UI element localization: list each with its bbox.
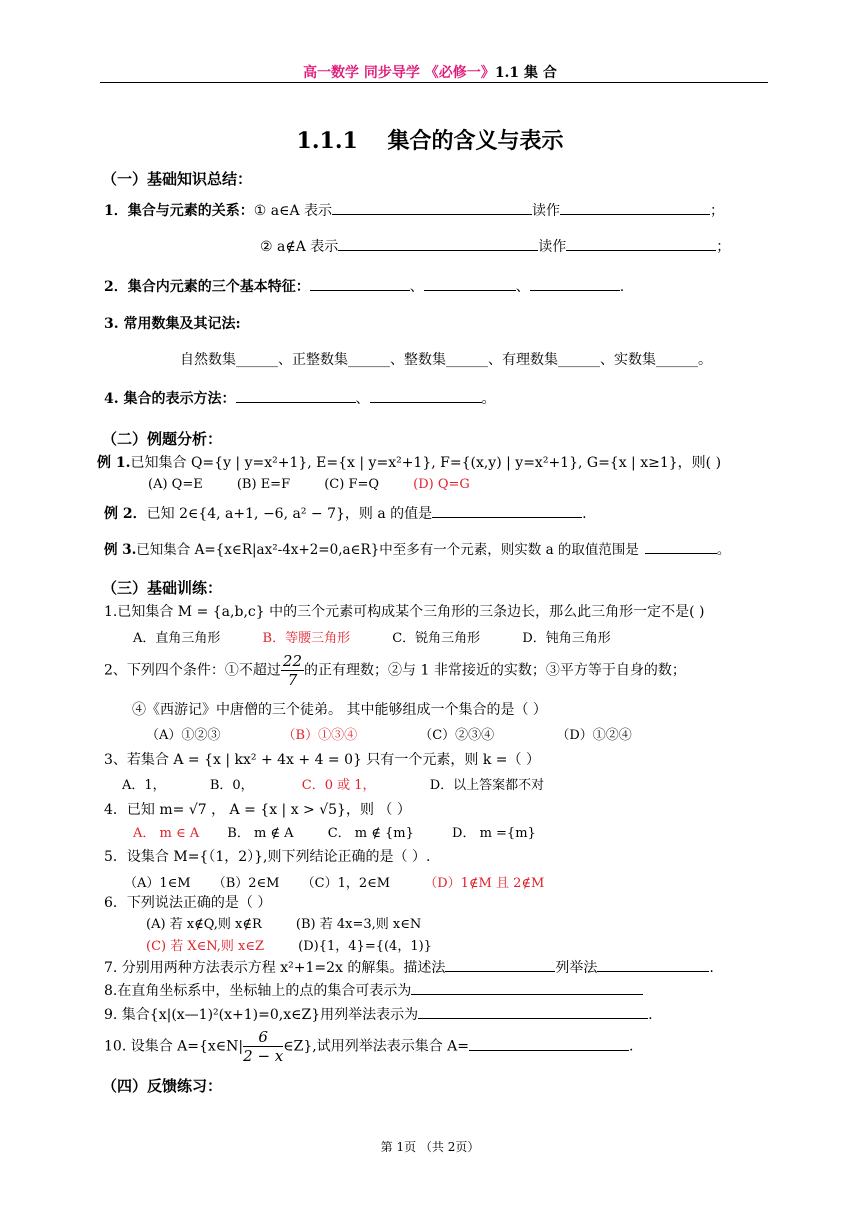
section-examples-heading: （二）例题分析： xyxy=(102,430,223,448)
training-q4-options xyxy=(133,822,536,841)
option-d: （D）1∉M 且 2∉M xyxy=(424,876,545,891)
answer-blank[interactable] xyxy=(310,276,410,291)
option-b: （B）2∈M xyxy=(212,876,280,891)
option-a: A．直角三角形 xyxy=(133,631,221,646)
q2-text-a: 2、下列四个条件：①不超过 xyxy=(104,662,281,679)
q7-list-label: 列举法 xyxy=(555,960,598,976)
option-b: B．0， xyxy=(209,778,254,793)
q2-text-b: 的正有理数；②与 1 非常接近的实数；③平方等于自身的数； xyxy=(304,662,686,679)
training-q4: 4．已知 m= √7 ， A = {x | x > √5}，则 （ ） xyxy=(104,802,411,818)
page-title: 1.1.1 集合的含义与表示 xyxy=(296,128,564,154)
answer-blank[interactable] xyxy=(566,236,716,251)
training-q3: 3、若集合 A = {x | kx² + 4x + 4 = 0} 只有一个元素，则 k =（ ） xyxy=(104,752,540,768)
option-c: (C) F=Q xyxy=(324,477,380,492)
training-q6-options-row2 xyxy=(146,935,432,954)
q10-text-b: ∈Z},试用列举法表示集合 A= xyxy=(283,1038,469,1055)
basics-q3-numsets: 自然数集______、正整数集______、整数集______、有理数集______、实数集______。 xyxy=(180,352,712,368)
option-b: (B) 若 4x=3,则 x∈N xyxy=(295,917,422,932)
page-footer: 第 1页 （共 2页） xyxy=(380,1140,480,1154)
option-c: C．锐角三角形 xyxy=(392,631,481,646)
fraction-6-over-2-minus-x xyxy=(243,1028,283,1065)
fraction-numerator: 6 xyxy=(243,1028,283,1047)
answer-blank[interactable] xyxy=(445,957,555,972)
example-3 xyxy=(104,538,730,558)
example-2-text: 已知 2∈{4, a+1, −6, a² − 7}，则 a 的值是 xyxy=(146,506,433,522)
training-q3-options xyxy=(122,774,544,793)
basics-q2 xyxy=(104,276,624,296)
separator: 、 xyxy=(409,279,424,295)
q1-a-text: ① a∈A 表示 xyxy=(253,203,333,219)
example-1-text: 已知集合 Q={y | y=x²+1}, E={x | y=x²+1}, F={(x,y) | y=x²+1}, G={x | x≥1}，则( ) xyxy=(130,455,722,471)
section-feedback-heading: （四）反馈练习： xyxy=(102,1077,223,1095)
option-d: (D) Q=G xyxy=(413,477,470,492)
q1-label: 1．集合与元素的关系： xyxy=(104,203,254,219)
q1-read-label: 读作 xyxy=(538,239,567,255)
period: . xyxy=(619,279,625,295)
q10-text-a: 10. 设集合 A={x∈N| xyxy=(104,1038,244,1055)
period: . xyxy=(582,506,587,522)
separator: 、 xyxy=(515,279,530,295)
example-1-options xyxy=(148,477,470,492)
example-3-label: 例 3. xyxy=(104,542,137,558)
option-a: A． m ∈ A xyxy=(133,826,200,841)
basics-q1-line2 xyxy=(260,236,730,256)
training-q9 xyxy=(104,1004,653,1024)
semicolon: ； xyxy=(716,239,731,255)
example-1 xyxy=(97,452,721,472)
answer-blank[interactable] xyxy=(597,957,709,972)
training-q2 xyxy=(104,652,686,689)
section-basics-heading: （一）基础知识总结： xyxy=(102,170,253,188)
option-a: （A）①②③ xyxy=(146,728,221,743)
option-c: （C）1，2∈M xyxy=(301,876,391,891)
semicolon: ； xyxy=(710,203,725,219)
option-c: C．0 或 1， xyxy=(301,778,376,793)
training-q6: 6．下列说法正确的是（ ） xyxy=(104,895,272,911)
training-q2-line2: ④《西游记》中唐僧的三个徒弟。 其中能够组成一个集合的是（ ） xyxy=(132,702,547,718)
example-2 xyxy=(104,503,587,523)
option-a: (A) Q=E xyxy=(148,477,203,492)
basics-q4 xyxy=(104,388,496,408)
option-d: D． m ={m} xyxy=(452,826,536,841)
fraction-denominator: 7 xyxy=(287,671,298,689)
training-q7 xyxy=(104,957,714,977)
training-q2-options xyxy=(146,724,632,743)
header-divider xyxy=(100,82,768,83)
option-a: （A）1∈M xyxy=(124,876,191,891)
training-q8 xyxy=(104,980,643,1000)
section-training-heading: （三）基础训练： xyxy=(102,579,223,597)
header-course: 高一数学 同步导学 《必修一》 xyxy=(303,65,495,81)
option-b: B．等腰三角形 xyxy=(262,631,351,646)
option-b: (B) E=F xyxy=(236,477,291,492)
basics-q3: 3. 常用数集及其记法: xyxy=(104,316,241,332)
option-b: （B）①③④ xyxy=(282,728,358,743)
period: 。 xyxy=(481,391,496,407)
fraction-denominator: 2 − x xyxy=(243,1047,284,1065)
answer-blank[interactable] xyxy=(469,1036,629,1051)
option-a: (A) 若 x∉Q,则 x∉R xyxy=(146,917,262,932)
answer-blank[interactable] xyxy=(332,200,532,215)
training-q1: 1.已知集合 M = {a,b,c} 中的三个元素可构成某个三角形的三条边长，那么此三角形一定不是( ) xyxy=(104,604,705,620)
period: . xyxy=(629,1038,634,1055)
fraction-22-7 xyxy=(281,652,304,689)
basics-q1-line1 xyxy=(104,200,724,220)
q9-text: 9. 集合{x|(x—1)²(x+1)=0,x∈Z}用列举法表示为 xyxy=(104,1007,419,1023)
answer-blank[interactable] xyxy=(560,200,710,215)
example-1-label: 例 1. xyxy=(97,455,131,471)
option-d: (D){1，4}={(4，1)} xyxy=(298,939,432,954)
page-header xyxy=(0,62,860,82)
answer-blank[interactable] xyxy=(411,980,643,995)
period: . xyxy=(709,960,714,976)
example-3-text: 已知集合 A={x∈R|ax²-4x+2=0,a∈R}中至多有一个元素，则实数 a 的取值范围是 xyxy=(136,542,639,558)
option-a: A．1， xyxy=(122,778,166,793)
training-q5: 5．设集合 M={（1，2）},则下列结论正确的是（ ）. xyxy=(104,849,431,865)
option-d: D．以上答案都不对 xyxy=(429,778,545,793)
option-b: B． m ∉ A xyxy=(227,826,294,841)
training-q5-options xyxy=(124,872,544,891)
answer-blank[interactable] xyxy=(424,276,516,291)
q4-text: 4. 集合的表示方法： xyxy=(104,391,236,407)
training-q1-options xyxy=(133,627,611,646)
training-q10 xyxy=(104,1028,633,1065)
q7-text: 7. 分别用两种方法表示方程 x²+1=2x 的解集。描述法 xyxy=(104,960,446,976)
separator: 、 xyxy=(355,391,370,407)
answer-blank[interactable] xyxy=(432,503,582,518)
option-c: (C) 若 X∈N,则 x∈Z xyxy=(146,939,265,954)
period: . xyxy=(648,1007,653,1023)
q1-b-text: ② a∉A 表示 xyxy=(260,239,339,255)
option-d: （D）①②④ xyxy=(556,728,632,743)
option-c: （C）②③④ xyxy=(419,728,495,743)
example-2-label: 例 2． xyxy=(104,506,147,522)
header-section: 1.1 集 合 xyxy=(494,65,557,81)
answer-blank[interactable] xyxy=(236,388,356,403)
answer-blank[interactable] xyxy=(645,539,717,554)
training-q6-options-row1 xyxy=(146,913,421,932)
period: 。 xyxy=(716,542,731,558)
option-c: C． m ∉ {m} xyxy=(327,826,414,841)
q2-text: 2．集合内元素的三个基本特征： xyxy=(104,279,310,295)
q1-read-label: 读作 xyxy=(532,203,561,219)
q8-text: 8.在直角坐标系中，坐标轴上的点的集合可表示为 xyxy=(104,983,412,999)
answer-blank[interactable] xyxy=(530,276,620,291)
fraction-numerator: 22 xyxy=(282,652,303,670)
answer-blank[interactable] xyxy=(418,1004,648,1019)
answer-blank[interactable] xyxy=(338,236,538,251)
option-d: D．钝角三角形 xyxy=(522,631,611,646)
answer-blank[interactable] xyxy=(370,388,482,403)
